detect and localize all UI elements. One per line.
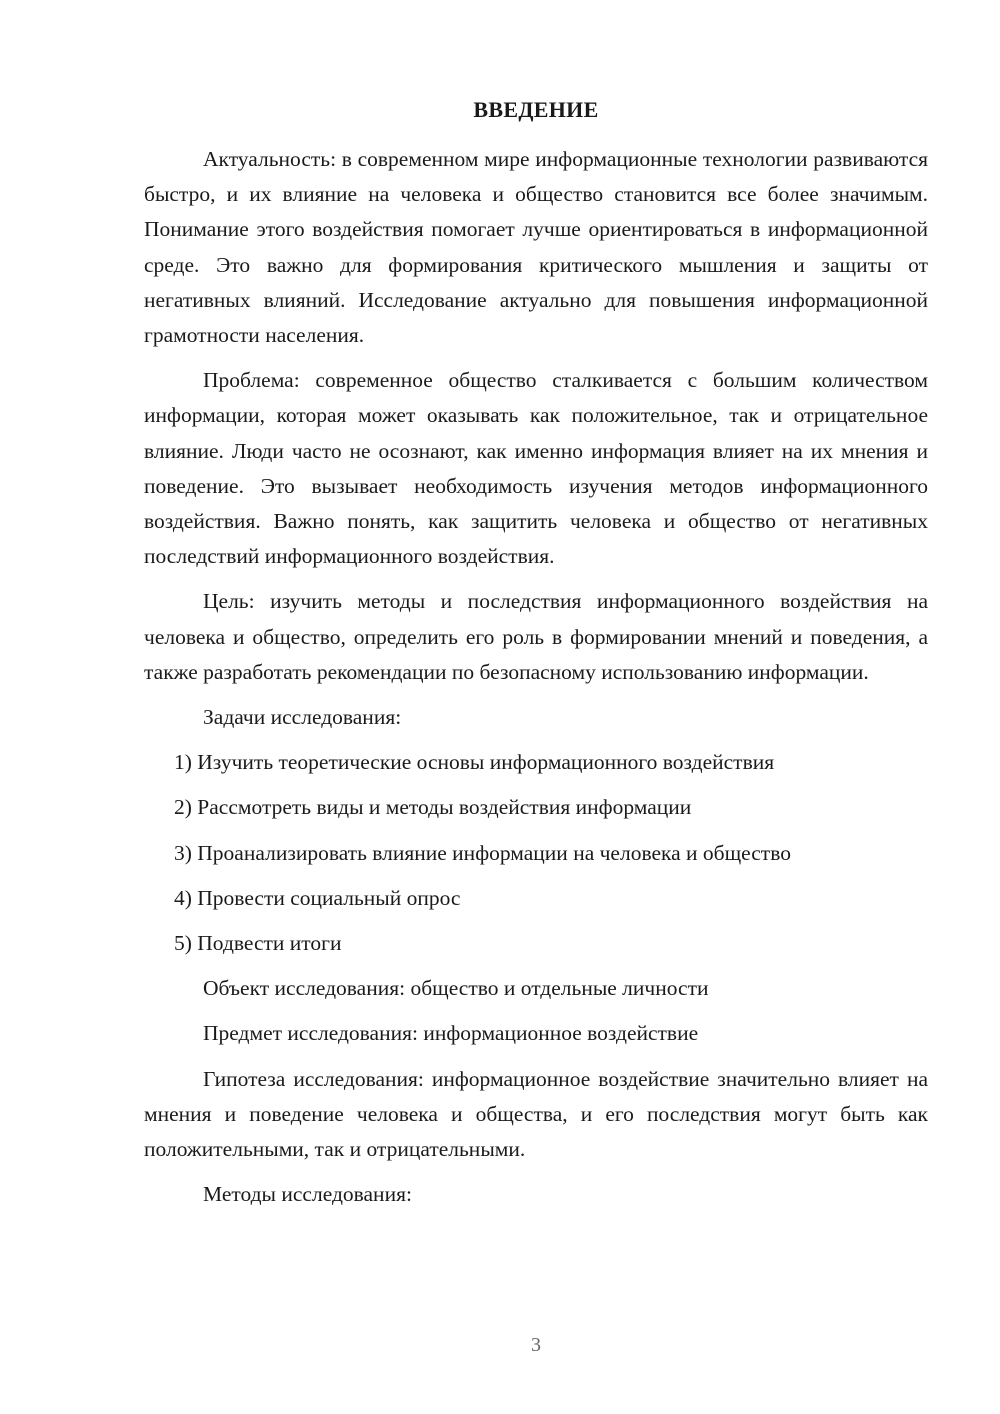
methods-heading: Методы исследования: <box>203 1182 412 1207</box>
task-item: 1) Изучить теоретические основы информационного воздействия <box>174 750 775 775</box>
task-item: 2) Рассмотреть виды и методы воздействия информации <box>174 795 692 820</box>
task-item: 5) Подвести итоги <box>174 931 342 956</box>
research-subject: Предмет исследования: информационное воздействие <box>203 1021 699 1046</box>
task-item: 3) Проанализировать влияние информации на человека и общество <box>174 840 791 865</box>
body-text <box>144 142 928 1212</box>
paragraph-problem: Проблема: современное общество сталкивается с большим количеством информации, которая может оказывать как положительное, так и отрицательное влияние. Люди часто не осознают, как именно информация влияет на их мнения и поведение. Это вызывает необходимость изучения методов информационного воздействия. Важно понять, как защитить человека и общество от негативных последствий информационного воздействия. <box>144 368 928 569</box>
research-hypothesis: Гипотеза исследования: информационное воздействие значительно влияет на мнения и поведение человека и общества, и его последствия могут быть как положительными, так и отрицательными. <box>144 1066 928 1162</box>
task-item: 4) Провести социальный опрос <box>174 885 461 910</box>
tasks-heading: Задачи исследования: <box>203 705 402 730</box>
research-object: Объект исследования: общество и отдельные личности <box>203 976 709 1001</box>
paragraph-goal: Цель: изучить методы и последствия информационного воздействия на человека и общество, определить его роль в формировании мнений и поведения, а также разработать рекомендации по безопасному использованию информации. <box>144 589 928 684</box>
section-title: ВВЕДЕНИЕ <box>473 97 599 122</box>
paragraph-relevance: Актуальность: в современном мире информационные технологии развиваются быстро, и их влияние на человека и общество становится все более значимым. Понимание этого воздействия помогает лучше ориентироваться в информационной среде. Это важно для формирования критического мышления и защиты от негативных влияний. Исследование актуально для повышения информационной грамотности населения. <box>144 147 928 348</box>
page-number: 3 <box>531 1334 541 1356</box>
